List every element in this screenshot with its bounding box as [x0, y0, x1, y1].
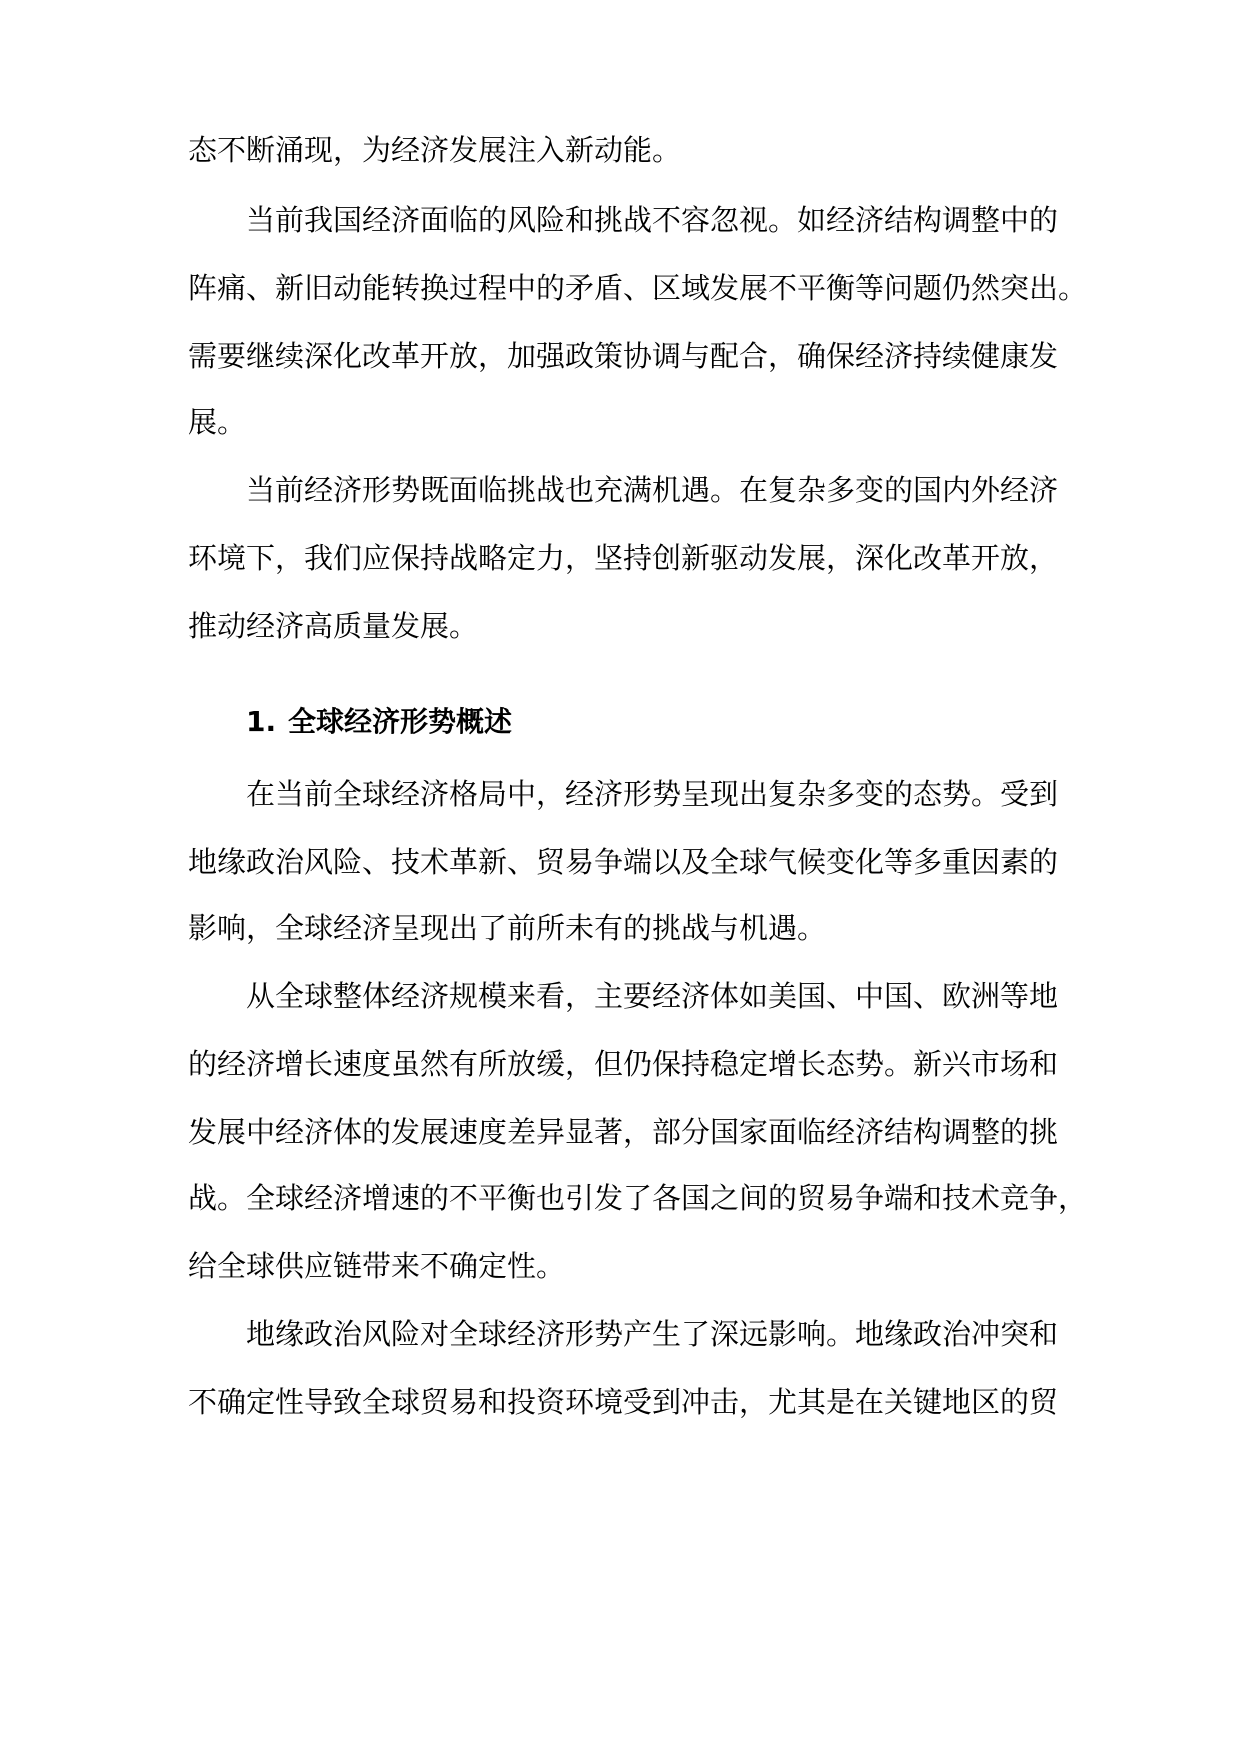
section-number: 1.	[246, 705, 277, 738]
paragraph-start: 当前经济形势既面临挑战也充满机遇。在复杂多变的国内外经济	[246, 473, 1059, 507]
text-line: 不确定性导致全球贸易和投资环境受到冲击，尤其是在关键地区的贸	[188, 1385, 1059, 1419]
text-line: 战。全球经济增速的不平衡也引发了各国之间的贸易争端和技术竞争，	[188, 1181, 1088, 1215]
text-line: 需要继续深化改革开放，加强政策协调与配合，确保经济持续健康发	[188, 339, 1059, 373]
text-line: 推动经济高质量发展。	[188, 609, 479, 643]
section-title: 全球经济形势概述	[288, 705, 513, 738]
text-line: 态不断涌现，为经济发展注入新动能。	[188, 133, 682, 167]
section-heading	[246, 692, 512, 752]
paragraph-start: 在当前全球经济格局中，经济形势呈现出复杂多变的态势。受到	[246, 777, 1059, 811]
text-line: 阵痛、新旧动能转换过程中的矛盾、区域发展不平衡等问题仍然突出。	[188, 271, 1088, 305]
paragraph-start: 地缘政治风险对全球经济形势产生了深远影响。地缘政治冲突和	[246, 1317, 1059, 1351]
text-line: 发展中经济体的发展速度差异显著，部分国家面临经济结构调整的挑	[188, 1115, 1059, 1149]
text-line: 地缘政治风险、技术革新、贸易争端以及全球气候变化等多重因素的	[188, 845, 1059, 879]
text-line: 环境下，我们应保持战略定力，坚持创新驱动发展，深化改革开放，	[188, 541, 1059, 575]
paragraph-start: 从全球整体经济规模来看，主要经济体如美国、中国、欧洲等地	[246, 979, 1059, 1013]
text-line: 影响，全球经济呈现出了前所未有的挑战与机遇。	[188, 911, 827, 945]
text-line: 的经济增长速度虽然有所放缓，但仍保持稳定增长态势。新兴市场和	[188, 1047, 1059, 1081]
text-line: 展。	[188, 405, 247, 439]
paragraph-start: 当前我国经济面临的风险和挑战不容忽视。如经济结构调整中的	[246, 203, 1059, 237]
text-line: 给全球供应链带来不确定性。	[188, 1249, 566, 1283]
